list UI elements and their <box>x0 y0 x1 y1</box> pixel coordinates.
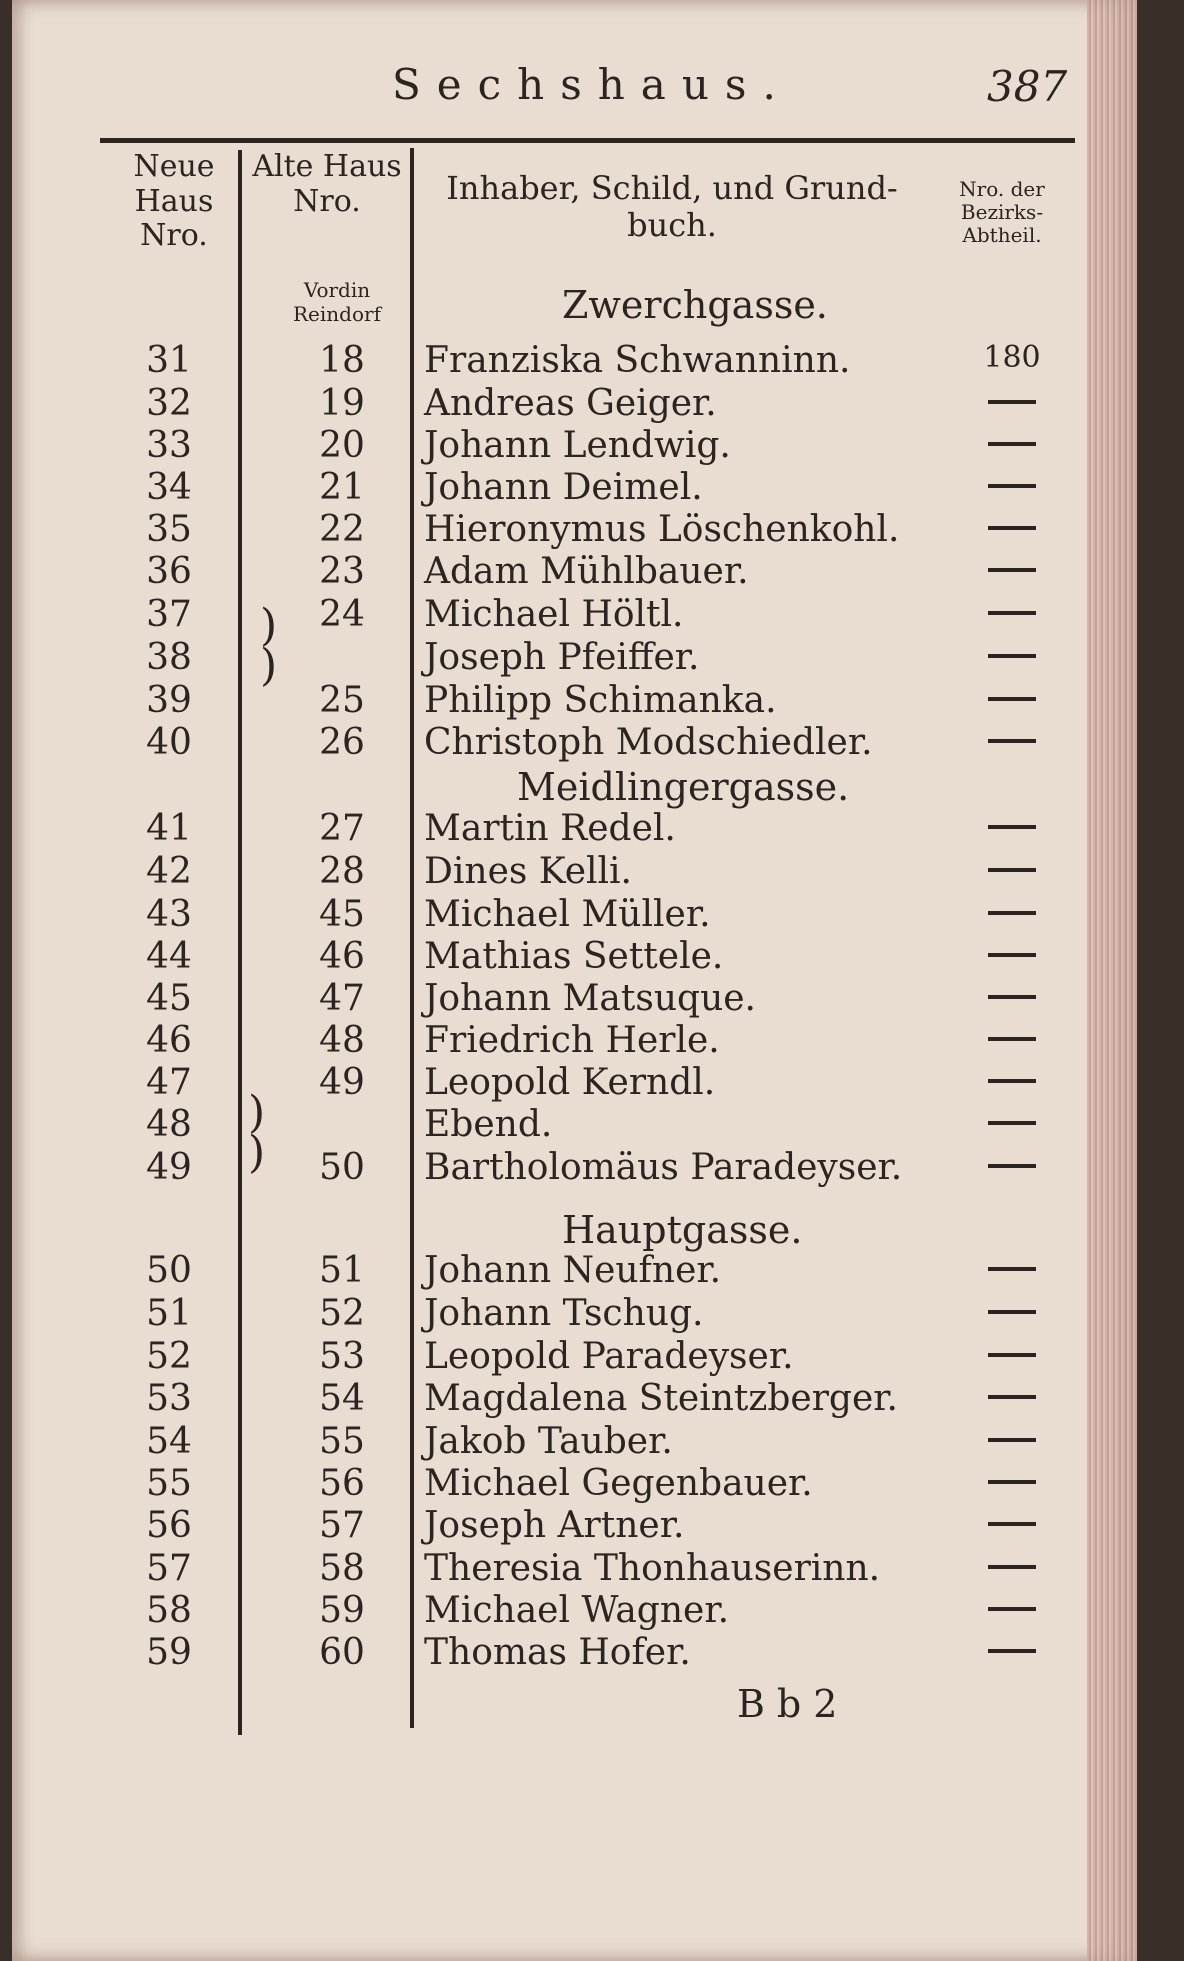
neue-nummer: 57 <box>146 1548 192 1589</box>
table-row <box>12 978 1137 1020</box>
book-page <box>12 0 1137 1961</box>
street-heading: Hauptgasse. <box>562 1208 803 1252</box>
alte-nummer: 28 <box>319 851 365 892</box>
alte-nummer: 19 <box>319 383 365 424</box>
alte-nummer: 54 <box>319 1378 365 1419</box>
ditto-dash <box>952 509 1072 544</box>
street-heading: Zwerchgasse. <box>562 283 828 327</box>
ditto-dash <box>952 1062 1072 1097</box>
street-heading: Meidlingergasse. <box>517 765 850 809</box>
neue-nummer: 44 <box>146 936 192 977</box>
table-row <box>12 467 1137 509</box>
alte-nummer: 18 <box>319 340 365 381</box>
ditto-dash <box>952 594 1072 629</box>
header-rule <box>100 138 1075 143</box>
neue-nummer: 53 <box>146 1378 192 1419</box>
table-row <box>12 1336 1137 1378</box>
alte-nummer: 56 <box>319 1463 365 1504</box>
brace-mark: ) <box>248 1127 266 1178</box>
table-row <box>12 722 1137 764</box>
neue-nummer: 38 <box>146 637 192 678</box>
inhaber-name: Michael Wagner. <box>424 1590 730 1631</box>
ditto-dash <box>952 425 1072 460</box>
neue-nummer: 34 <box>146 467 192 508</box>
ditto-dash <box>952 383 1072 418</box>
running-title: Sechshaus. <box>392 60 792 109</box>
neue-nummer: 43 <box>146 894 192 935</box>
table-row <box>12 1590 1137 1632</box>
brace-mark: ) <box>248 1087 266 1138</box>
table-row <box>12 509 1137 551</box>
inhaber-name: Franziska Schwanninn. <box>424 340 851 381</box>
table-row <box>12 1250 1137 1292</box>
neue-nummer: 54 <box>146 1421 192 1462</box>
ditto-dash <box>952 1104 1072 1139</box>
alte-nummer: 23 <box>319 551 365 592</box>
printer-signature: Bb2 <box>737 1682 850 1726</box>
table-row <box>12 1147 1137 1189</box>
table-row <box>12 808 1137 850</box>
table-row <box>12 1632 1137 1674</box>
table-row <box>12 894 1137 936</box>
table-row <box>12 680 1137 722</box>
neue-nummer: 56 <box>146 1505 192 1546</box>
inhaber-name: Ebend. <box>424 1104 553 1145</box>
alte-nummer: 21 <box>319 467 365 508</box>
ditto-dash <box>952 637 1072 672</box>
column-header-neue: Neue Haus Nro. <box>133 149 215 253</box>
table-row <box>12 1463 1137 1505</box>
table-row <box>12 1293 1137 1335</box>
column-subheader-vordin: Vordin Reindorf <box>293 278 381 326</box>
inhaber-name: Theresia Thonhauserinn. <box>424 1548 881 1589</box>
table-row <box>12 1378 1137 1420</box>
neue-nummer: 31 <box>146 340 192 381</box>
neue-nummer: 39 <box>146 680 192 721</box>
neue-nummer: 59 <box>146 1632 192 1673</box>
neue-nummer: 45 <box>146 978 192 1019</box>
ditto-dash <box>952 1147 1072 1182</box>
ditto-dash <box>952 1336 1072 1371</box>
neue-nummer: 32 <box>146 383 192 424</box>
column-header-alte: Alte Haus Nro. <box>252 149 402 219</box>
inhaber-name: Michael Gegenbauer. <box>424 1463 813 1504</box>
ditto-dash <box>952 1421 1072 1456</box>
inhaber-name: Andreas Geiger. <box>424 383 717 424</box>
neue-nummer: 46 <box>146 1020 192 1061</box>
neue-nummer: 41 <box>146 808 192 849</box>
ditto-dash <box>952 1632 1072 1667</box>
ditto-dash <box>952 808 1072 843</box>
table-row <box>12 1104 1137 1146</box>
table-row <box>12 594 1137 636</box>
inhaber-name: Martin Redel. <box>424 808 676 849</box>
brace-mark: ) <box>260 600 278 651</box>
alte-nummer: 57 <box>319 1505 365 1546</box>
ditto-dash <box>952 467 1072 502</box>
table-row <box>12 851 1137 893</box>
neue-nummer: 48 <box>146 1104 192 1145</box>
inhaber-name: Mathias Settele. <box>424 936 724 977</box>
inhaber-name: Michael Höltl. <box>424 594 684 635</box>
alte-nummer: 48 <box>319 1020 365 1061</box>
neue-nummer: 52 <box>146 1336 192 1377</box>
bezirk-nummer: 180 <box>983 340 1041 375</box>
column-header-inhaber: Inhaber, Schild, und Grund-buch. <box>446 169 898 244</box>
table-row <box>12 383 1137 425</box>
alte-nummer: 22 <box>319 509 365 550</box>
alte-nummer: 52 <box>319 1293 365 1334</box>
ditto-dash <box>952 978 1072 1013</box>
neue-nummer: 37 <box>146 594 192 635</box>
alte-nummer: 55 <box>319 1421 365 1462</box>
table-row <box>12 425 1137 467</box>
inhaber-name: Johann Neufner. <box>424 1250 722 1291</box>
inhaber-name: Adam Mühlbauer. <box>424 551 749 592</box>
inhaber-name: Leopold Kerndl. <box>424 1062 716 1103</box>
column-header-bezirk: Nro. der Bezirks-Abtheil. <box>959 177 1045 247</box>
running-head <box>12 60 1137 120</box>
inhaber-name: Johann Matsuque. <box>424 978 756 1019</box>
neue-nummer: 51 <box>146 1293 192 1334</box>
ditto-dash <box>952 722 1072 757</box>
ditto-dash <box>952 1590 1072 1625</box>
table-row <box>12 1421 1137 1463</box>
inhaber-name: Thomas Hofer. <box>424 1632 691 1673</box>
alte-nummer: 58 <box>319 1548 365 1589</box>
neue-nummer: 36 <box>146 551 192 592</box>
table-row <box>12 1548 1137 1590</box>
inhaber-name: Leopold Paradeyser. <box>424 1336 794 1377</box>
ditto-dash <box>952 1505 1072 1540</box>
alte-nummer: 25 <box>319 680 365 721</box>
table-row <box>12 936 1137 978</box>
inhaber-name: Johann Lendwig. <box>424 425 731 466</box>
inhaber-name: Jakob Tauber. <box>424 1421 673 1462</box>
inhaber-name: Johann Tschug. <box>424 1293 704 1334</box>
alte-nummer: 20 <box>319 425 365 466</box>
neue-nummer: 42 <box>146 851 192 892</box>
inhaber-name: Friedrich Herle. <box>424 1020 720 1061</box>
table-row <box>12 340 1137 382</box>
alte-nummer: 24 <box>319 594 365 635</box>
alte-nummer: 47 <box>319 978 365 1019</box>
neue-nummer: 58 <box>146 1590 192 1631</box>
inhaber-name: Joseph Pfeiffer. <box>424 637 700 678</box>
alte-nummer: 46 <box>319 936 365 977</box>
inhaber-name: Philipp Schimanka. <box>424 680 777 721</box>
ditto-dash <box>952 851 1072 886</box>
table-row <box>12 1505 1137 1547</box>
inhaber-name: Dines Kelli. <box>424 851 633 892</box>
inhaber-name: Bartholomäus Paradeyser. <box>424 1147 903 1188</box>
table-row <box>12 637 1137 679</box>
ditto-dash <box>952 1548 1072 1583</box>
alte-nummer: 60 <box>319 1632 365 1673</box>
neue-nummer: 55 <box>146 1463 192 1504</box>
alte-nummer: 59 <box>319 1590 365 1631</box>
neue-nummer: 49 <box>146 1147 192 1188</box>
inhaber-name: Joseph Artner. <box>424 1505 685 1546</box>
alte-nummer: 27 <box>319 808 365 849</box>
neue-nummer: 40 <box>146 722 192 763</box>
ditto-dash <box>952 894 1072 929</box>
page-number: 387 <box>987 62 1068 111</box>
alte-nummer: 50 <box>319 1147 365 1188</box>
ditto-dash <box>952 1250 1072 1285</box>
neue-nummer: 50 <box>146 1250 192 1291</box>
ditto-dash <box>952 551 1072 586</box>
alte-nummer: 53 <box>319 1336 365 1377</box>
ditto-dash <box>952 1020 1072 1055</box>
neue-nummer: 33 <box>146 425 192 466</box>
ditto-dash <box>952 1378 1072 1413</box>
ditto-dash <box>952 1293 1072 1328</box>
table-row <box>12 1062 1137 1104</box>
brace-mark: ) <box>260 640 278 691</box>
inhaber-name: Magdalena Steintzberger. <box>424 1378 898 1419</box>
table-row <box>12 551 1137 593</box>
inhaber-name: Hieronymus Löschenkohl. <box>424 509 900 550</box>
ditto-dash <box>952 1463 1072 1498</box>
alte-nummer: 26 <box>319 722 365 763</box>
ditto-dash <box>952 680 1072 715</box>
inhaber-name: Michael Müller. <box>424 894 711 935</box>
inhaber-name: Christoph Modschiedler. <box>424 722 873 763</box>
alte-nummer: 51 <box>319 1250 365 1291</box>
alte-nummer: 49 <box>319 1062 365 1103</box>
neue-nummer: 35 <box>146 509 192 550</box>
neue-nummer: 47 <box>146 1062 192 1103</box>
ditto-dash <box>952 936 1072 971</box>
alte-nummer: 45 <box>319 894 365 935</box>
inhaber-name: Johann Deimel. <box>424 467 703 508</box>
table-row <box>12 1020 1137 1062</box>
